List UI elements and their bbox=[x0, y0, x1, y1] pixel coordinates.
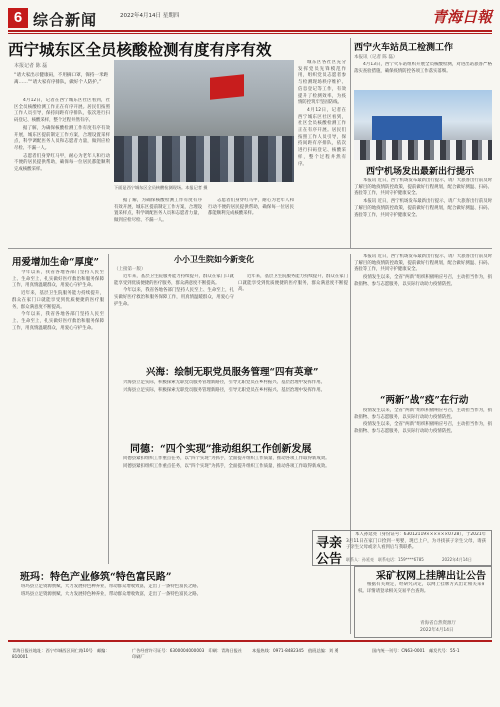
section-divider bbox=[8, 248, 492, 249]
footer-col-3: 本报热线：0971-8482345 值班总编：刘 勇 bbox=[252, 648, 339, 653]
seek-relatives-text: 本人孙延亮（身份证号：63012119××××××0728），于2021年3月11日在家门口捡到一男婴，现已上户，为寻找孩子亲生父母，请孩子亲生父母或亲人看到后与我联系。 bbox=[346, 532, 486, 551]
mining-notice-text: 根据有关规定，经研究决定，以网上挂牌方式出让相关采矿权。详情请登录相关交易平台查询。 bbox=[358, 582, 486, 594]
column-divider bbox=[350, 254, 351, 634]
masthead-bar bbox=[8, 8, 492, 28]
right-top-body bbox=[354, 62, 492, 88]
right-mid-body bbox=[354, 178, 492, 244]
right-mid-headline: 西宁机场发出最新出行提示 bbox=[366, 167, 475, 177]
seek-relatives-date: 2022年4月14日 bbox=[442, 557, 472, 562]
seek-relatives-title: 寻亲公告 bbox=[316, 536, 343, 567]
center-paragraph: 近年来，基层卫生院服务能力持续提升，群众在家门口就能享受到优质便捷的医疗服务，群众满意度不断提高。 bbox=[238, 274, 348, 293]
page-number: 6 bbox=[8, 8, 28, 28]
lead-photo bbox=[114, 60, 294, 182]
right-lower-paragraph: 本报讯 近日，西宁机场发布最新出行提示，请广大旅客出行前及时了解目的地疫情防控政策，提前做好行程规划，配合做好测温、扫码、查验等工作，共同守护健康安全。 bbox=[354, 254, 492, 273]
mining-notice-date: 2022年4月14日 bbox=[420, 628, 454, 633]
liangxin-body bbox=[354, 408, 492, 496]
tongde-paragraph: 同德县紧扣组织工作重点任务，以“四个实现”为抓手，全面提升组织工作质量，推动各项工作取得新成效。 bbox=[123, 463, 330, 469]
lead-paragraph: 志愿者们身穿红马甲，耐心为老年人和行动不便的居民提供帮助，确保每一位居民都能顺利完成核酸采样。 bbox=[208, 198, 294, 217]
seek-relatives-body bbox=[346, 532, 486, 560]
masthead-logo: 青海日報 bbox=[431, 8, 492, 26]
seek-relatives-contact: 联系人：孙延亮 联系电话：159****6785 bbox=[346, 557, 424, 562]
xinghai-body bbox=[114, 380, 348, 432]
tongde-paragraph: 同德县紧扣组织工作重点任务，以“四个实现”为抓手，全面提升组织工作质量，推动各项工作取得新成效。 bbox=[123, 456, 330, 461]
xinghai-paragraph: 兴海县立足实际，积极探索无职党员服务管理新路径，引导无职党员在乡村振兴、基层治理中发挥作用。 bbox=[123, 387, 325, 393]
right-lower-paragraph: 疫情发生以来，全省“两新”组织积极响应号召，主动担当作为，捐款捐物、参与志愿服务，以实际行动助力疫情防控。 bbox=[354, 275, 492, 287]
footer-col-2: 广告经营许可证号：6300004000003 印刷：青海日报社印刷厂 bbox=[132, 648, 243, 659]
right-top-photo bbox=[354, 90, 492, 160]
left-paragraph: 近年来，基层卫生院服务能力持续提升，群众在家门口就能享受到优质便捷的医疗服务，群众满意度不断提高。 bbox=[12, 291, 104, 310]
liangxin-paragraph: 疫情发生以来，全省“两新”组织积极响应号召，主动担当作为，捐款捐物、参与志愿服务，以实际行动助力疫情防控。 bbox=[354, 408, 492, 420]
workers-shape bbox=[354, 140, 492, 160]
lead-pull-quote: “请大家出示健康码，不用摘口罩，保持一米距离……”“请大家有序排队，做好个人防护。” bbox=[14, 73, 109, 85]
header-rule-thin bbox=[8, 33, 492, 34]
lead-body-col-3 bbox=[208, 198, 294, 242]
section-title: 综合新闻 bbox=[33, 11, 98, 29]
right-mid-paragraph: 本报讯 近日，西宁机场发布最新出行提示，请广大旅客出行前及时了解目的地疫情防控政策，提前做好行程规划，配合做好测温、扫码、查验等工作，共同守护健康安全。 bbox=[354, 178, 492, 197]
right-mid-paragraph: 本报讯 近日，西宁机场发布最新出行提示，请广大旅客出行前及时了解目的地疫情防控政策，提前做好行程规划，配合做好测温、扫码、查验等工作，共同守护健康安全。 bbox=[354, 199, 492, 218]
center-byline: （上接第一版） bbox=[114, 267, 146, 272]
mining-notice-headline: 采矿权网上挂牌出让公告 bbox=[376, 571, 486, 582]
tongde-headline: 同德：“四个实现”推动组织工作创新发展 bbox=[130, 444, 312, 455]
left-body bbox=[12, 270, 104, 470]
crowd-shape bbox=[114, 136, 294, 182]
lead-paragraph: 据了解，为确保核酸检测工作有度有序有效开展，城东区提前制定工作方案，合理设置采样点，科学调配医务人员和志愿者力量，做到应检尽检、不漏一人。 bbox=[114, 198, 202, 224]
mining-notice-org: 青海省自然资源厅 bbox=[420, 621, 456, 626]
banma-body bbox=[12, 584, 348, 636]
left-headline: 用爱增加生命“厚度” bbox=[12, 257, 99, 268]
footer-col-1: 青海日报社地址：西宁市城西区同仁路10号 邮编：810001 bbox=[12, 648, 110, 659]
banma-paragraph: 班玛县立足资源禀赋，大力发展特色种养业，带动群众增收致富，走出了一条特色富民之路。 bbox=[21, 584, 202, 589]
lead-paragraph: 城东区各社区充分发挥党员先锋模范作用，组织党员志愿者参与检测现场秩序维护、信息登记等工作，有效提升了检测效率，为疫情防控筑牢坚固防线。 bbox=[298, 60, 346, 106]
right-lower-top-body bbox=[354, 254, 492, 386]
lead-paragraph: 志愿者们身穿红马甲，耐心为老年人和行动不便的居民提供帮助，确保每一位居民都能顺利完成核酸采样。 bbox=[14, 153, 110, 173]
center-body-2 bbox=[238, 274, 348, 360]
xinghai-headline: 兴海：绘制无职党员服务管理“四有英章” bbox=[146, 367, 319, 378]
left-paragraph: 今年以来，我省各地各部门坚持人民至上、生命至上，扎实做好医疗救治和服务保障工作，用真情温暖群众，用爱心守护生命。 bbox=[12, 270, 104, 289]
center-body bbox=[114, 274, 234, 360]
lead-paragraph: 4月12日，记者在西宁城东区社区看到，社区全员核酸检测工作正在有序开展。居民们按照工作人员引导，保持间距有序排队，依次进行扫码登记、核酸采样，整个过程井然有序。 bbox=[298, 107, 346, 167]
column-divider bbox=[108, 254, 109, 564]
right-top-headline: 西宁火车站员工检测工作 bbox=[354, 43, 454, 53]
lead-paragraph: 据了解，为确保核酸检测工作有度有序有效开展，城东区提前制定工作方案，合理设置采样点，科学调配医务人员和志愿者力量，做到应检尽检、不漏一人。 bbox=[14, 125, 110, 151]
lead-body-col-1 bbox=[14, 98, 110, 238]
lead-paragraph: 4月12日，记者在西宁城东区社区看到，社区全员核酸检测工作正在有序开展。居民们按照工作人员引导，保持间距有序排队，依次进行扫码登记、核酸采样，整个过程井然有序。 bbox=[14, 98, 110, 124]
right-top-byline: 本报讯（记者 陈 磊） bbox=[354, 55, 398, 60]
xinghai-paragraph: 兴海县立足实际，积极探索无职党员服务管理新路径，引导无职党员在乡村振兴、基层治理中发挥作用。 bbox=[123, 380, 325, 385]
banma-headline: 班玛：特色产业修筑“特色富民路” bbox=[20, 572, 172, 583]
lead-body-col-4 bbox=[298, 60, 346, 242]
issue-date: 2022年4月14日 星期四 bbox=[120, 13, 180, 19]
lead-byline: 本报记者 陈 磊 bbox=[14, 63, 48, 69]
lead-photo-caption: 下面是西宁城东区全员核酸检测现场。本报记者 摄 bbox=[114, 185, 208, 190]
header-rule bbox=[8, 30, 492, 32]
right-top-paragraph: 4月13日，西宁火车站组织开展全员核酸检测，对进出站旅客严格落实查验措施，确保疫情防控各项工作落实落细。 bbox=[354, 62, 492, 74]
liangxin-paragraph: 疫情发生以来，全省“两新”组织积极响应号召，主动担当作为，捐款捐物、参与志愿服务，以实际行动助力疫情防控。 bbox=[354, 422, 492, 435]
left-paragraph: 今年以来，我省各地各部门坚持人民至上、生命至上，扎实做好医疗救治和服务保障工作，用真情温暖群众，用爱心守护生命。 bbox=[12, 312, 104, 331]
center-headline: 小小卫生院如今新变化 bbox=[174, 254, 254, 264]
banma-paragraph: 班玛县立足资源禀赋，大力发展特色种养业，带动群众增收致富，走出了一条特色富民之路。 bbox=[21, 591, 202, 597]
flag-shape bbox=[210, 74, 244, 100]
footer bbox=[8, 640, 492, 702]
footer-col-4: 国内统一刊号：CN63-0001 邮发代号：55-1 bbox=[372, 648, 460, 653]
liangxin-headline: “两新”战“疫”在行动 bbox=[380, 395, 469, 406]
mining-notice-body bbox=[358, 582, 486, 618]
lead-headline: 西宁城东区全员核酸检测有度有序有效 bbox=[8, 40, 272, 59]
center-paragraph: 今年以来，我省各地各部门坚持人民至上、生命至上，扎实做好医疗救治和服务保障工作，用真情温暖群众，用爱心守护生命。 bbox=[114, 288, 234, 307]
column-divider bbox=[350, 38, 351, 248]
center-paragraph: 近年来，基层卫生院服务能力持续提升，群众在家门口就能享受到优质便捷的医疗服务，群众满意度不断提高。 bbox=[114, 274, 234, 286]
lead-body-col-2 bbox=[114, 198, 202, 242]
